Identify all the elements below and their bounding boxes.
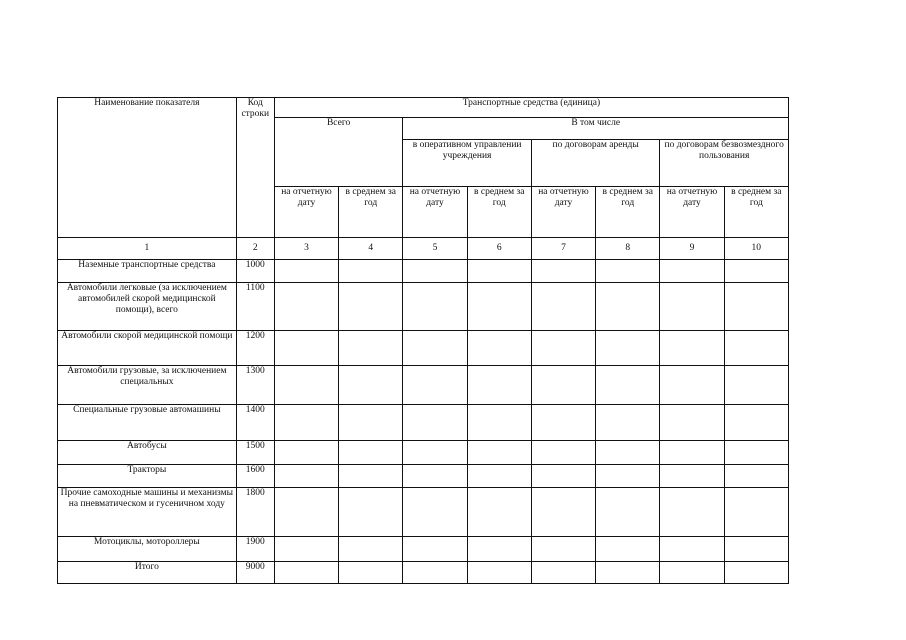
column-number: 7 — [531, 238, 595, 260]
empty-cell — [724, 405, 788, 441]
empty-cell — [403, 441, 467, 465]
empty-cell — [596, 465, 660, 488]
table-row — [58, 441, 789, 465]
header-group-title: Транспортные средства (единица) — [274, 98, 788, 118]
empty-cell — [403, 488, 467, 537]
table-row — [58, 283, 789, 331]
empty-cell — [596, 405, 660, 441]
row-code: 1200 — [236, 331, 274, 366]
empty-cell — [724, 562, 788, 584]
empty-cell — [274, 283, 338, 331]
header-avg-year: в среднем за год — [467, 187, 531, 238]
empty-cell — [724, 537, 788, 562]
row-name: Специальные грузовые автомашины — [58, 405, 237, 441]
empty-cell — [660, 488, 724, 537]
header-free-use: по договорам безвозмездного пользования — [660, 140, 789, 187]
empty-cell — [274, 331, 338, 366]
empty-cell — [660, 366, 724, 405]
row-name: Автобусы — [58, 441, 237, 465]
empty-cell — [531, 283, 595, 331]
empty-cell — [660, 283, 724, 331]
transport-form-table — [57, 97, 789, 584]
header-code-column: Код строки — [236, 98, 274, 238]
header-on-date: на отчетную дату — [274, 187, 338, 238]
empty-cell — [339, 283, 403, 331]
empty-cell — [339, 488, 403, 537]
empty-cell — [403, 465, 467, 488]
table-row — [58, 488, 789, 537]
column-number: 8 — [596, 238, 660, 260]
header-including: В том числе — [403, 118, 789, 140]
empty-cell — [467, 465, 531, 488]
empty-cell — [467, 562, 531, 584]
row-code: 1300 — [236, 366, 274, 405]
empty-cell — [660, 260, 724, 283]
empty-cell — [274, 366, 338, 405]
column-number-row — [58, 238, 789, 260]
header-avg-year: в среднем за год — [724, 187, 788, 238]
row-name: Автомобили скорой медицинской помощи — [58, 331, 237, 366]
empty-cell — [467, 488, 531, 537]
empty-cell — [531, 562, 595, 584]
column-number: 9 — [660, 238, 724, 260]
table-row — [58, 465, 789, 488]
empty-cell — [274, 405, 338, 441]
row-code: 9000 — [236, 562, 274, 584]
empty-cell — [274, 441, 338, 465]
empty-cell — [724, 260, 788, 283]
empty-cell — [274, 537, 338, 562]
empty-cell — [467, 441, 531, 465]
empty-cell — [531, 260, 595, 283]
empty-cell — [403, 283, 467, 331]
row-code: 1800 — [236, 488, 274, 537]
empty-cell — [403, 562, 467, 584]
empty-cell — [724, 366, 788, 405]
row-name: Тракторы — [58, 465, 237, 488]
header-avg-year: в среднем за год — [596, 187, 660, 238]
empty-cell — [724, 283, 788, 331]
empty-cell — [339, 366, 403, 405]
table-row — [58, 562, 789, 584]
empty-cell — [403, 366, 467, 405]
empty-cell — [467, 260, 531, 283]
row-code: 1400 — [236, 405, 274, 441]
column-number: 5 — [403, 238, 467, 260]
empty-cell — [274, 260, 338, 283]
empty-cell — [467, 331, 531, 366]
row-code: 1600 — [236, 465, 274, 488]
empty-cell — [724, 465, 788, 488]
empty-cell — [403, 405, 467, 441]
row-name: Автомобили легковые (за исключением автомобилей скорой медицинской помощи), всего — [58, 283, 237, 331]
column-number: 3 — [274, 238, 338, 260]
empty-cell — [596, 283, 660, 331]
empty-cell — [274, 562, 338, 584]
empty-cell — [596, 331, 660, 366]
table-row — [58, 260, 789, 283]
empty-cell — [403, 260, 467, 283]
column-number: 2 — [236, 238, 274, 260]
empty-cell — [339, 441, 403, 465]
empty-cell — [339, 465, 403, 488]
header-avg-year: в среднем за год — [339, 187, 403, 238]
empty-cell — [274, 488, 338, 537]
empty-cell — [339, 562, 403, 584]
row-name: Прочие самоходные машины и механизмы на пневматическом и гусеничном ходу — [58, 488, 237, 537]
empty-cell — [660, 441, 724, 465]
table-row — [58, 537, 789, 562]
empty-cell — [467, 405, 531, 441]
header-total: Всего — [274, 118, 403, 187]
header-on-date: на отчетную дату — [660, 187, 724, 238]
empty-cell — [660, 537, 724, 562]
row-name: Автомобили грузовые, за исключением специальных — [58, 366, 237, 405]
empty-cell — [596, 441, 660, 465]
row-code: 1000 — [236, 260, 274, 283]
empty-cell — [660, 331, 724, 366]
column-number: 10 — [724, 238, 788, 260]
header-on-date: на отчетную дату — [403, 187, 467, 238]
empty-cell — [724, 331, 788, 366]
header-lease: по договорам аренды — [531, 140, 660, 187]
empty-cell — [531, 331, 595, 366]
empty-cell — [339, 260, 403, 283]
header-name-column: Наименование показателя — [58, 98, 237, 238]
empty-cell — [339, 331, 403, 366]
empty-cell — [596, 488, 660, 537]
empty-cell — [596, 562, 660, 584]
empty-cell — [660, 465, 724, 488]
empty-cell — [339, 405, 403, 441]
column-number: 6 — [467, 238, 531, 260]
empty-cell — [531, 488, 595, 537]
empty-cell — [660, 562, 724, 584]
empty-cell — [467, 283, 531, 331]
column-number: 1 — [58, 238, 237, 260]
header-on-date: на отчетную дату — [531, 187, 595, 238]
empty-cell — [596, 537, 660, 562]
empty-cell — [531, 537, 595, 562]
empty-cell — [467, 366, 531, 405]
empty-cell — [596, 260, 660, 283]
empty-cell — [531, 366, 595, 405]
row-name: Мотоциклы, мотороллеры — [58, 537, 237, 562]
row-name: Наземные транспортные средства — [58, 260, 237, 283]
column-number: 4 — [339, 238, 403, 260]
empty-cell — [467, 537, 531, 562]
row-code: 1900 — [236, 537, 274, 562]
row-code: 1500 — [236, 441, 274, 465]
row-code: 1100 — [236, 283, 274, 331]
empty-cell — [403, 331, 467, 366]
empty-cell — [531, 441, 595, 465]
empty-cell — [724, 441, 788, 465]
empty-cell — [339, 537, 403, 562]
empty-cell — [596, 366, 660, 405]
empty-cell — [531, 465, 595, 488]
empty-cell — [660, 405, 724, 441]
empty-cell — [531, 405, 595, 441]
table-row — [58, 405, 789, 441]
empty-cell — [274, 465, 338, 488]
empty-cell — [403, 537, 467, 562]
table-row — [58, 331, 789, 366]
row-name: Итого — [58, 562, 237, 584]
empty-cell — [724, 488, 788, 537]
table-row — [58, 366, 789, 405]
header-operational-management: в оперативном управлении учреждения — [403, 140, 532, 187]
